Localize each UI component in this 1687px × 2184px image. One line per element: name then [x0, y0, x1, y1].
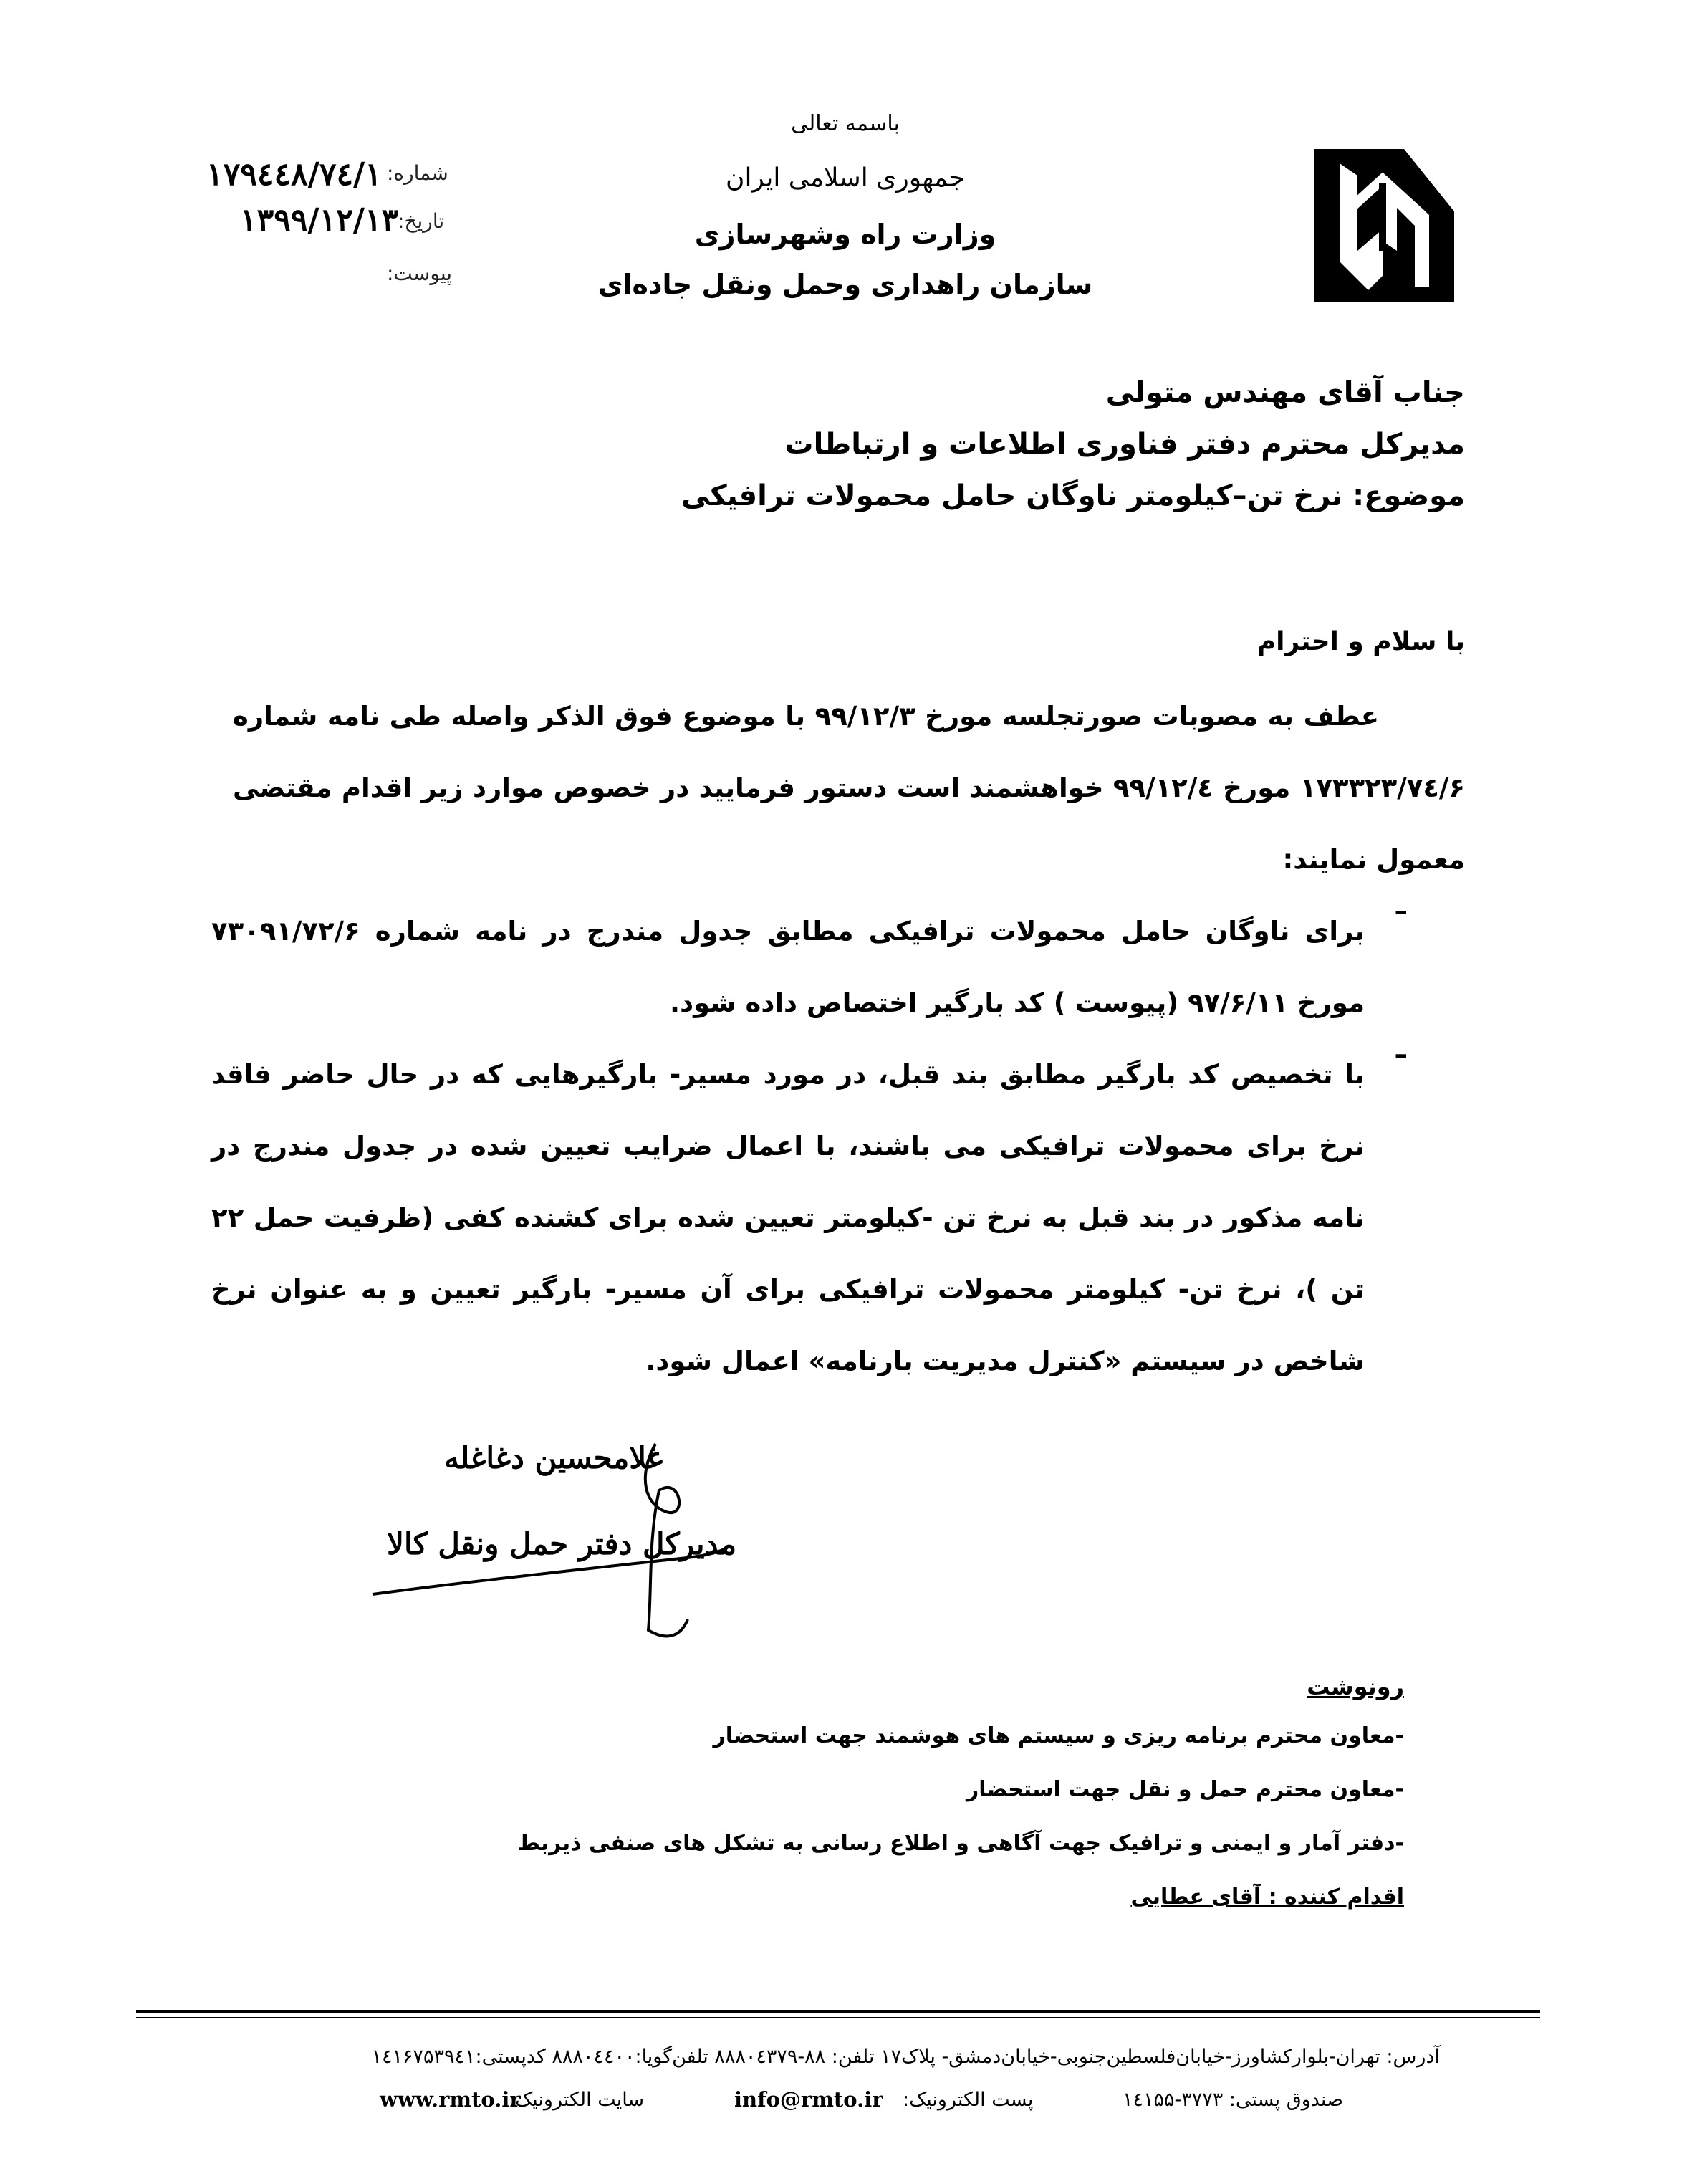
- footer-website[interactable]: www.rmto.ir: [380, 2087, 521, 2112]
- number-label: شماره:: [387, 161, 448, 185]
- action-by: اقدام کننده : آقای عطایی: [1130, 1884, 1404, 1910]
- rmto-logo: [1300, 143, 1465, 308]
- footer-po-box: صندوق پستی: ۳۷۷۳-۱٤۱۵۵: [1122, 2089, 1343, 2111]
- attachment-label: پیوست:: [387, 262, 453, 285]
- footer-website-label: سایت الکترونیک:: [509, 2089, 645, 2111]
- signatory-name: غلامحسین دغاغله: [444, 1440, 663, 1475]
- addressee-title: مدیرکل محترم دفتر فناوری اطلاعات و ارتباطات: [784, 428, 1465, 461]
- date-value: ۱۳۹۹/۱۲/۱۳: [240, 202, 399, 239]
- cc-item: -دفتر آمار و ایمنی و ترافیک جهت آگاهی و اطلاع رسانی به تشکل های صنفی ذیربط: [517, 1831, 1404, 1856]
- footer-email-label: پست الکترونیک:: [903, 2089, 1034, 2111]
- organization-name: سازمان راهداری وحمل ونقل جاده‌ای: [597, 269, 1093, 300]
- number-value: ۱۷۹٤٤۸/۷٤/۱: [206, 156, 382, 193]
- footer-rule-top: [136, 2010, 1540, 2013]
- footer-email[interactable]: info@rmto.ir: [734, 2087, 883, 2112]
- cc-item: -معاون محترم حمل و نقل جهت استحضار: [966, 1777, 1404, 1802]
- signatory-title: مدیرکل دفتر حمل ونقل کالا: [387, 1526, 737, 1561]
- bullet-1-text: برای ناوگان حامل محمولات ترافیکی مطابق جدول مندرج در نامه شماره ۷۳۰۹۱/۷۲/۶ مورخ ۹۷/۶/۱۱ (پیوست ) کد بارگیر اختصاص داده شود.: [211, 916, 1365, 1018]
- bullet-2-text: با تخصیص کد بارگیر مطابق بند قبل، در مورد مسیر- بارگیرهایی که در حال حاضر فاقد نرخ برای محمولات ترافیکی می باشند، با اعمال ضرایب تعیین شده در جدول مندرج در نامه مذکور در بند قبل به نرخ تن -کیلومتر تعیین شده برای کشنده کفی (ظرفیت حمل ۲۲ تن )، نرخ تن- کیلومتر محمولات ترافیکی برای آن مسیر- بارگیر تعیین و به عنوان نرخ شاخص در سیستم «کنترل مدیریت بارنامه» اعمال شود.: [211, 1059, 1365, 1376]
- footer-rule-bottom: [136, 2017, 1540, 2018]
- greeting: با سلام و احترام: [1256, 627, 1465, 656]
- cc-item: -معاون محترم برنامه ریزی و سیستم های هوشمند جهت استحضار: [713, 1723, 1404, 1748]
- footer-address: آدرس: تهران-بلوارکشاورز-خیابان‌فلسطین‌جنوبی-خیابان‌دمشق- پلاک۱۷ تلفن: ۸۸-۸۸۸۰٤۳۷۹ تلفن‌گویا:۸۸۸۰٤٤۰۰ کدپستی:۱٤۱۶۷۵۳۹٤۱: [371, 2046, 1440, 2068]
- intro-paragraph: عطف به مصوبات صورتجلسه مورخ ۹۹/۱۲/۳ با موضوع فوق الذکر واصله طی نامه شماره ۱۷۳۳۲۳/۷٤/۶ مورخ ۹۹/۱۲/٤ خواهشمند است دستور فرمایید در خصوص موارد زیر اقدام مقتضی معمول نمایند:: [233, 701, 1466, 875]
- bullet-dash-1: –: [1394, 896, 1408, 926]
- basmala: باسمه تعالی: [791, 111, 900, 136]
- ministry-name: وزارت راه وشهرسازی: [694, 219, 996, 250]
- addressee-name: جناب آقای مهندس متولی: [1105, 376, 1465, 409]
- subject-line: موضوع: نرخ تن–کیلومتر ناوگان حامل محمولات ترافیکی: [681, 479, 1465, 512]
- date-label: تاریخ:: [398, 209, 445, 233]
- cc-title: رونوشت: [1307, 1673, 1404, 1700]
- country-name: جمهوری اسلامی ایران: [726, 163, 965, 193]
- handwritten-signature: [365, 1433, 738, 1662]
- bullet-dash-2: –: [1394, 1039, 1408, 1070]
